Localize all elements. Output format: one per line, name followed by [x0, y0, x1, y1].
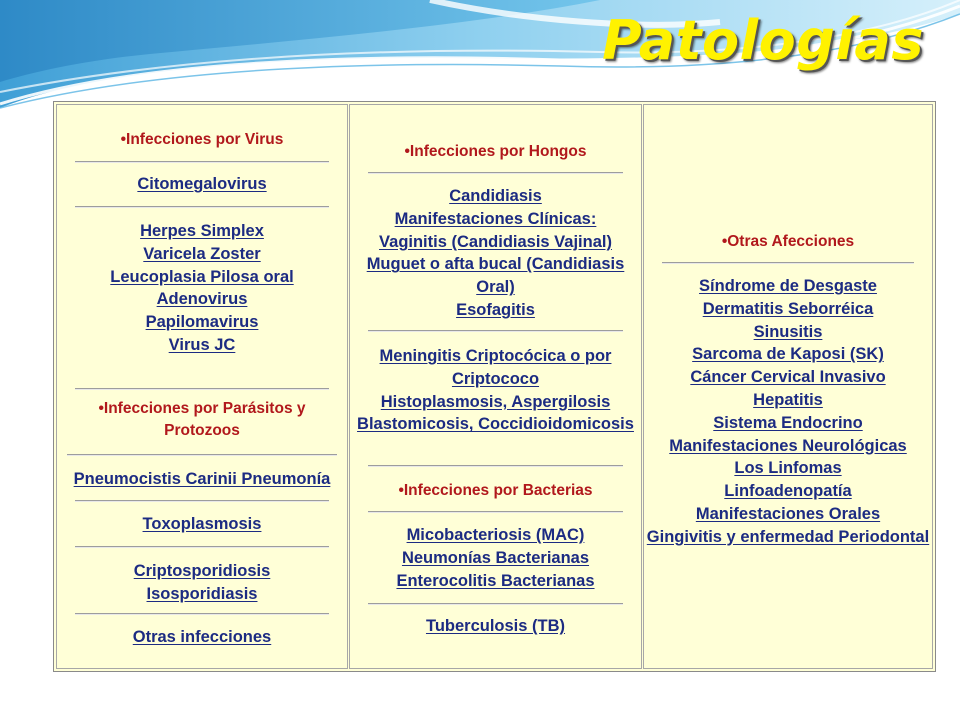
- section-divider: [75, 161, 329, 163]
- column-3: [643, 104, 933, 669]
- section-divider: [662, 262, 914, 264]
- pathology-link[interactable]: Manifestaciones Neurológicas: [669, 436, 907, 455]
- link-group: [57, 626, 347, 649]
- section-divider: [368, 511, 623, 513]
- section-heading: •Infecciones por Hongos: [404, 143, 587, 160]
- pathology-link[interactable]: Leucoplasia Pilosa oral: [110, 267, 294, 286]
- pathology-link[interactable]: Meningitis Criptocócica o por: [379, 347, 612, 365]
- pathology-link[interactable]: Tuberculosis (TB): [425, 617, 566, 635]
- pathology-link[interactable]: Pneumocistis Carinii Pneumonía: [73, 470, 331, 488]
- pathology-link[interactable]: Enterocolitis Bacterianas: [396, 571, 595, 590]
- link-group: [57, 513, 347, 536]
- column-2: [349, 104, 642, 669]
- pathology-link[interactable]: Muguet o afta bucal (Candidiasis: [366, 255, 625, 274]
- pathology-link[interactable]: Neumonías Bacterianas: [401, 548, 590, 567]
- section-divider: [368, 603, 623, 605]
- section-divider: [75, 613, 329, 615]
- link-group: [350, 524, 641, 592]
- pathology-link[interactable]: Dermatitis Seborréica: [702, 299, 874, 318]
- pathology-link[interactable]: Varicela Zoster: [143, 244, 261, 263]
- pathology-link[interactable]: Papilomavirus: [145, 313, 259, 332]
- pathology-link[interactable]: Histoplasmosis, Aspergilosis: [380, 392, 611, 411]
- link-group: [350, 185, 641, 322]
- pathology-link[interactable]: Criptococo: [451, 369, 540, 388]
- pathology-link[interactable]: Otras infecciones: [132, 628, 272, 646]
- section-heading: •Infecciones por Parásitos y Protozoos: [98, 400, 306, 439]
- section-divider: [75, 546, 329, 548]
- pathology-link[interactable]: Adenovirus: [156, 290, 248, 309]
- section-divider: [368, 172, 623, 174]
- pathology-link[interactable]: Esofagitis: [456, 300, 535, 319]
- pathology-link[interactable]: Oral): [476, 278, 515, 297]
- section-divider: [75, 206, 329, 208]
- pathology-link[interactable]: Citomegalovirus: [137, 175, 267, 193]
- pathology-link[interactable]: Sistema Endocrino: [713, 413, 863, 432]
- pathology-link[interactable]: Síndrome de Desgaste: [699, 277, 877, 295]
- pathology-link[interactable]: Los Linfomas: [734, 459, 842, 478]
- section-divider: [75, 500, 329, 502]
- pathology-link[interactable]: Sarcoma de Kaposi (SK): [692, 345, 884, 364]
- link-group: [350, 615, 641, 638]
- pathology-link[interactable]: Herpes Simplex: [140, 222, 264, 240]
- pathologies-table: [53, 101, 936, 672]
- section-heading: •Infecciones por Bacterias: [398, 482, 593, 499]
- pathology-link[interactable]: Blastomicosis, Coccidioidomicosis: [357, 415, 634, 434]
- pathology-link[interactable]: Cáncer Cervical Invasivo: [690, 368, 886, 387]
- pathology-link[interactable]: Virus JC: [168, 335, 236, 354]
- pathology-link[interactable]: Hepatitis: [753, 390, 823, 409]
- pathology-link[interactable]: Micobacteriosis (MAC): [406, 526, 585, 544]
- column-1: [56, 104, 348, 669]
- section-divider: [75, 388, 329, 390]
- link-group: [57, 560, 347, 606]
- pathology-link[interactable]: Toxoplasmosis: [142, 515, 262, 533]
- pathology-link[interactable]: Linfoadenopatía: [724, 482, 852, 501]
- section-heading: •Infecciones por Virus: [120, 131, 284, 148]
- pathology-link[interactable]: Manifestaciones Orales: [695, 504, 881, 523]
- pathology-link[interactable]: Vaginitis (Candidiasis Vajinal): [379, 232, 612, 251]
- link-group: [644, 275, 932, 549]
- pathology-link[interactable]: Criptosporidiosis: [133, 562, 271, 580]
- section-divider: [368, 330, 623, 332]
- section-heading: •Otras Afecciones: [721, 233, 855, 250]
- section-divider: [67, 454, 337, 456]
- pathology-link[interactable]: Gingivitis y enfermedad Periodontal: [646, 527, 930, 546]
- pathology-link[interactable]: Candidiasis: [449, 187, 542, 205]
- link-group: [57, 468, 347, 491]
- pathology-link[interactable]: Isosporidiasis: [146, 584, 258, 603]
- pathology-link[interactable]: Sinusitis: [753, 322, 823, 341]
- link-group: [350, 345, 641, 436]
- link-group: [57, 173, 347, 196]
- page-title: Patologías: [602, 9, 924, 72]
- link-group: [57, 220, 347, 357]
- section-divider: [368, 465, 623, 467]
- pathology-link[interactable]: Manifestaciones Clínicas:: [394, 209, 597, 228]
